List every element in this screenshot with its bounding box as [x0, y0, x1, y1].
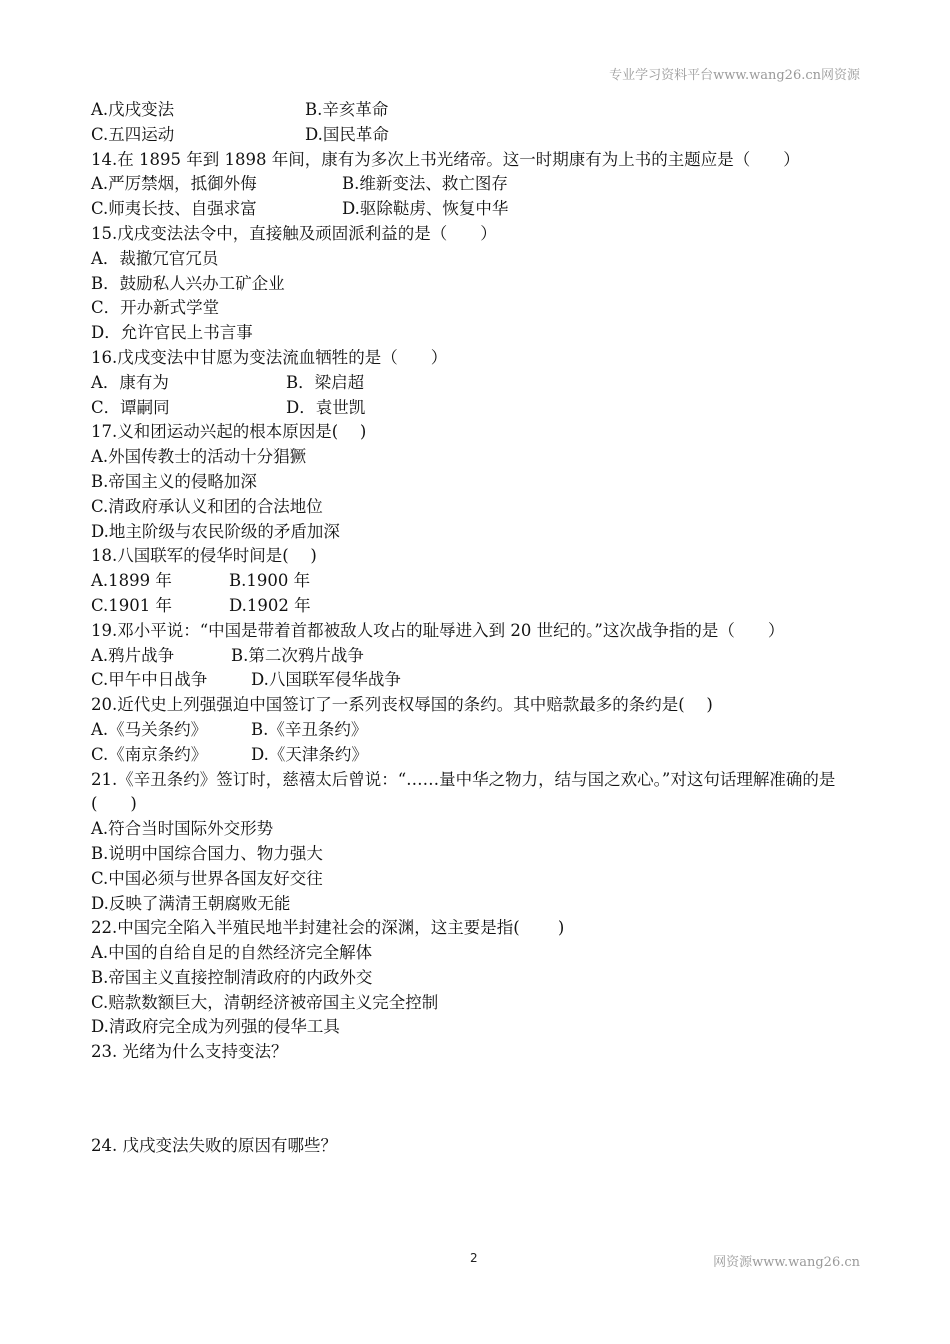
option-a: A.中国的自给自足的自然经济完全解体: [91, 943, 373, 963]
question-17: 17.义和团运动兴起的根本原因是( ): [91, 422, 367, 442]
option-b: B.说明中国综合国力、物力强大: [91, 843, 323, 863]
option-row: [91, 371, 866, 396]
option-row: [91, 98, 866, 123]
option-c: C.甲午中日战争: [91, 670, 208, 690]
option-row: [91, 123, 866, 148]
option-b: B.帝国主义直接控制清政府的内政外交: [91, 967, 373, 987]
option-d: D.国民革命: [305, 124, 389, 144]
option-d: D.地主阶级与农民阶级的矛盾加深: [91, 521, 340, 541]
question-15: 15.戊戌变法法令中，直接触及顽固派利益的是（ ）: [91, 223, 497, 243]
option-c: C.中国必须与世界各国友好交往: [91, 868, 323, 888]
option-b: B.维新变法、救亡图存: [342, 174, 508, 194]
header-watermark: 专业学习资料平台www.wang26.cn网资源: [609, 68, 860, 83]
option-d: D.驱除鞑虏、恢复中华: [342, 199, 509, 219]
option-c: C.五四运动: [91, 124, 175, 144]
option-a: A.戊戌变法: [91, 100, 175, 119]
option-a: A.鸦片战争: [91, 645, 175, 665]
option-d: D.反映了满清王朝腐败无能: [91, 893, 291, 913]
option-b: B.辛亥革命: [305, 100, 389, 119]
option-a: A.严厉禁烟，抵御外侮: [91, 174, 257, 194]
option-a: A.符合当时国际外交形势: [91, 819, 274, 839]
question-22: 22.中国完全陷入半殖民地半封建社会的深渊，这主要是指( ): [91, 918, 565, 938]
option-row: [91, 718, 866, 743]
option-c: C.赔款数额巨大，清朝经济被帝国主义完全控制: [91, 992, 439, 1012]
option-row: [91, 569, 866, 594]
answer-space: [91, 1065, 866, 1134]
option-row: [91, 644, 866, 669]
option-a: A.《马关条约》: [91, 719, 208, 739]
question-18: 18.八国联军的侵华时间是( ): [91, 546, 317, 566]
option-c: C.清政府承认义和团的合法地位: [91, 496, 323, 516]
option-d: D.八国联军侵华战争: [251, 670, 401, 690]
option-d: D.1902 年: [229, 595, 311, 615]
option-c: C.《南京条约》: [91, 744, 208, 764]
option-c: C．谭嗣同: [91, 397, 170, 417]
option-d: D．允许官民上书言事: [91, 323, 253, 343]
option-b: B．鼓励私人兴办工矿企业: [91, 273, 285, 293]
document-body: [91, 98, 866, 1159]
question-14: 14.在 1895 年到 1898 年间，康有为多次上书光绪帝。这一时期康有为上书的主题应是（ ）: [91, 149, 800, 169]
option-row: [91, 668, 866, 693]
question-24: 24. 戊戌变法失败的原因有哪些？: [91, 1136, 337, 1156]
option-c: C.师夷长技、自强求富: [91, 199, 257, 219]
option-d: D．袁世凯: [286, 397, 366, 417]
option-c: C.1901 年: [91, 595, 173, 615]
option-a: A.外国传教士的活动十分猖獗: [91, 447, 307, 467]
question-23: 23. 光绪为什么支持变法？: [91, 1042, 288, 1062]
option-d: D.《天津条约》: [251, 744, 368, 764]
option-a: A．裁撤冗官冗员: [91, 248, 219, 268]
option-row: [91, 396, 866, 421]
option-row: [91, 743, 866, 768]
option-b: B.帝国主义的侵略加深: [91, 471, 257, 491]
option-row: [91, 197, 866, 222]
footer-watermark: 网资源www.wang26.cn: [713, 1255, 860, 1270]
option-b: B．梁启超: [286, 372, 365, 392]
option-row: [91, 594, 866, 619]
question-16: 16.戊戌变法中甘愿为变法流血牺牲的是（ ）: [91, 347, 448, 367]
page-number: 2: [470, 1251, 478, 1265]
question-20: 20.近代史上列强强迫中国签订了一系列丧权辱国的条约。其中赔款最多的条约是( ): [91, 695, 713, 715]
option-b: B.第二次鸦片战争: [231, 645, 364, 665]
question-21: 21.《辛丑条约》签订时，慈禧太后曾说：“……量中华之物力，结与国之欢心。”对这句话理解准确的是( ): [91, 769, 836, 814]
option-row: [91, 172, 866, 197]
question-19: 19.邓小平说：“中国是带着首都被敌人攻占的耻辱进入到 20 世纪的。”这次战争指的是（ ）: [91, 620, 785, 640]
option-b: B.《辛丑条约》: [251, 719, 368, 739]
option-b: B.1900 年: [229, 571, 311, 591]
option-d: D.清政府完全成为列强的侵华工具: [91, 1017, 340, 1037]
option-c: C．开办新式学堂: [91, 298, 220, 318]
option-a: A.1899 年: [91, 571, 172, 591]
option-a: A．康有为: [91, 372, 169, 392]
